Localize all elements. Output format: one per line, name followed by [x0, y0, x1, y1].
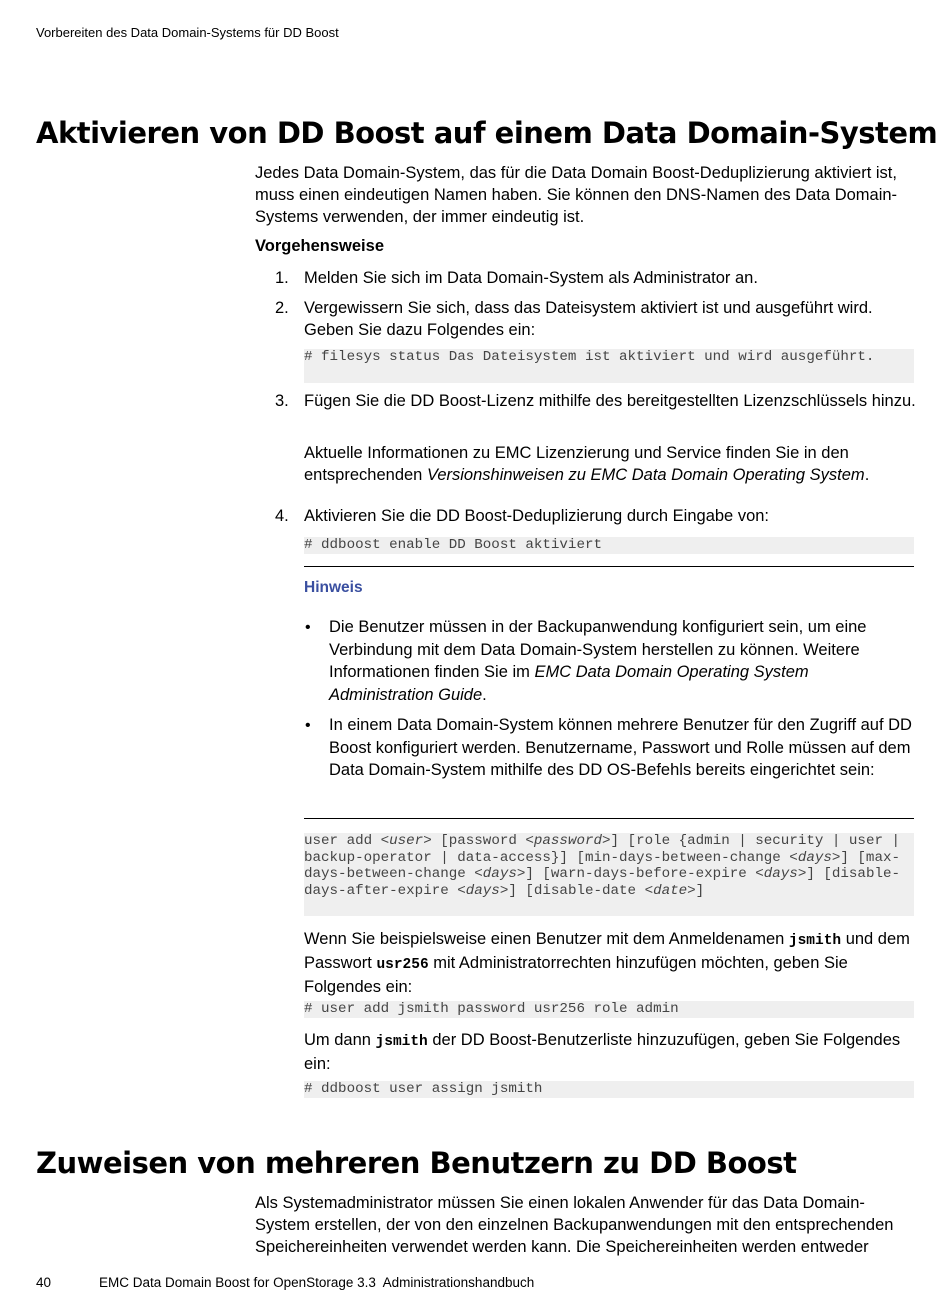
footer-doc-title: EMC Data Domain Boost for OpenStorage 3.3 Administrationshandbuch: [99, 1275, 535, 1290]
example-text: und dem Passwort: [304, 930, 910, 972]
syntax-placeholder: days: [482, 866, 517, 883]
license-info: [304, 442, 916, 486]
license-info-text: Aktuelle Informationen zu EMC Lizenzierung und Service finden Sie in den entsprechenden: [304, 444, 849, 484]
admin-guide-title: EMC Data Domain Operating System Administration Guide: [329, 663, 809, 704]
syntax-text: >] [max-days-between-change <: [304, 849, 900, 883]
note-bullet-1-text: Die Benutzer müssen in der Backupanwendung konfiguriert sein, um eine Verbindung mit dem Data Domain-System herstellen zu können. Weitere Informationen finden Sie im: [329, 618, 867, 681]
step-text: Aktivieren Sie die DD Boost-Deduplizierung durch Eingabe von:: [304, 507, 770, 525]
step-text: Melden Sie sich im Data Domain-System als Administrator an.: [304, 269, 758, 287]
syntax-text: user add <: [304, 833, 390, 849]
example-text: mit Administratorrechten hinzufügen möchten, geben Sie Folgendes ein:: [304, 954, 848, 996]
step-text: Fügen Sie die DD Boost-Lizenz mithilfe des bereitgestellten Lizenzschlüssels hinzu.: [304, 392, 916, 410]
syntax-placeholder: date: [653, 882, 688, 899]
note-title: Hinweis: [304, 579, 363, 596]
note-bottom-rule: [304, 818, 914, 819]
section-title-assign-users: Zuweisen von mehreren Benutzern zu DD Boost: [36, 1146, 797, 1180]
code-block: # ddboost user assign jsmith: [304, 1081, 914, 1098]
step-text: Vergewissern Sie sich, dass das Dateisystem aktiviert ist und ausgeführt wird. Geben Sie dazu Folgendes ein:: [304, 299, 873, 339]
note-bullet-1-end: .: [482, 685, 487, 704]
section2-intro: Als Systemadministrator müssen Sie einen lokalen Anwender für das Data Domain-System erstellen, der von den einzelnen Backupanwendungen mit den entsprechenden Speichereinheiten verwendet werden kann. Die Speichereinheiten werden entweder: [255, 1194, 894, 1256]
assign-user: jsmith: [375, 1034, 428, 1050]
running-header: Vorbereiten des Data Domain-Systems für DD Boost: [36, 25, 339, 40]
note-bullet-1: [329, 616, 914, 706]
section-title-enable: Aktivieren von DD Boost auf einem Data Domain-System: [36, 116, 938, 150]
syntax-text: >] [disable-date <: [499, 882, 654, 899]
code-block: # ddboost enable DD Boost aktiviert: [304, 537, 914, 554]
syntax-text: >] [disable-days-after-expire <: [304, 866, 900, 899]
step-number: 3.: [275, 392, 289, 410]
bullet-icon: •: [305, 619, 311, 636]
code-block: # filesys status Das Dateisystem ist aktiviert und wird ausgeführt.: [304, 349, 914, 383]
intro-text: Jedes Data Domain-System, das für die Data Domain Boost-Deduplizierung aktiviert ist, muss einen eindeutigen Namen haben. Sie können den DNS-Namen des Data Domain-Systems verwenden, der immer eindeutig ist.: [255, 164, 898, 226]
step-number: 4.: [275, 507, 289, 525]
assign-text: Um dann: [304, 1031, 376, 1049]
example-login: jsmith: [788, 933, 842, 949]
example-paragraph: [304, 928, 916, 998]
code-block: # user add jsmith password usr256 role admin: [304, 1001, 914, 1018]
note-bullet-2: In einem Data Domain-System können mehrere Benutzer für den Zugriff auf DD Boost konfiguriert werden. Benutzername, Passwort und Rolle müssen auf dem Data Domain-System mithilfe des DD OS-Befehls bereits eingerichtet sein:: [329, 716, 912, 779]
procedure-label: Vorgehensweise: [255, 237, 384, 255]
note-top-rule: [304, 566, 914, 567]
step-number: 2.: [275, 299, 289, 317]
syntax-placeholder: user: [389, 833, 424, 849]
syntax-text: >]: [687, 882, 705, 899]
user-add-syntax: [304, 833, 914, 916]
step-number: 1.: [275, 269, 289, 287]
license-info-end: .: [864, 466, 870, 484]
intro-paragraph: [255, 162, 917, 228]
release-notes-title: Versionshinweisen zu EMC Data Domain Operating System: [426, 466, 865, 484]
page-number: 40: [36, 1275, 52, 1290]
example-text: Wenn Sie beispielsweise einen Benutzer mit dem Anmeldenamen: [304, 930, 789, 948]
bullet-icon: •: [305, 717, 311, 734]
example-password: usr256: [376, 957, 429, 973]
assign-text: der DD Boost-Benutzerliste hinzuzufügen, geben Sie Folgendes ein:: [304, 1031, 901, 1073]
assign-paragraph: [304, 1029, 916, 1075]
syntax-placeholder: days: [465, 882, 500, 899]
syntax-text: >] [role {admin | security | user | backup-operator | data-access}] [min-days-between-change <: [304, 833, 909, 866]
syntax-placeholder: days: [797, 849, 832, 866]
syntax-text: > [password <: [423, 833, 534, 849]
syntax-text: >] [warn-days-before-expire <: [516, 866, 764, 883]
syntax-placeholder: days: [763, 866, 798, 883]
syntax-placeholder: password: [533, 833, 603, 849]
